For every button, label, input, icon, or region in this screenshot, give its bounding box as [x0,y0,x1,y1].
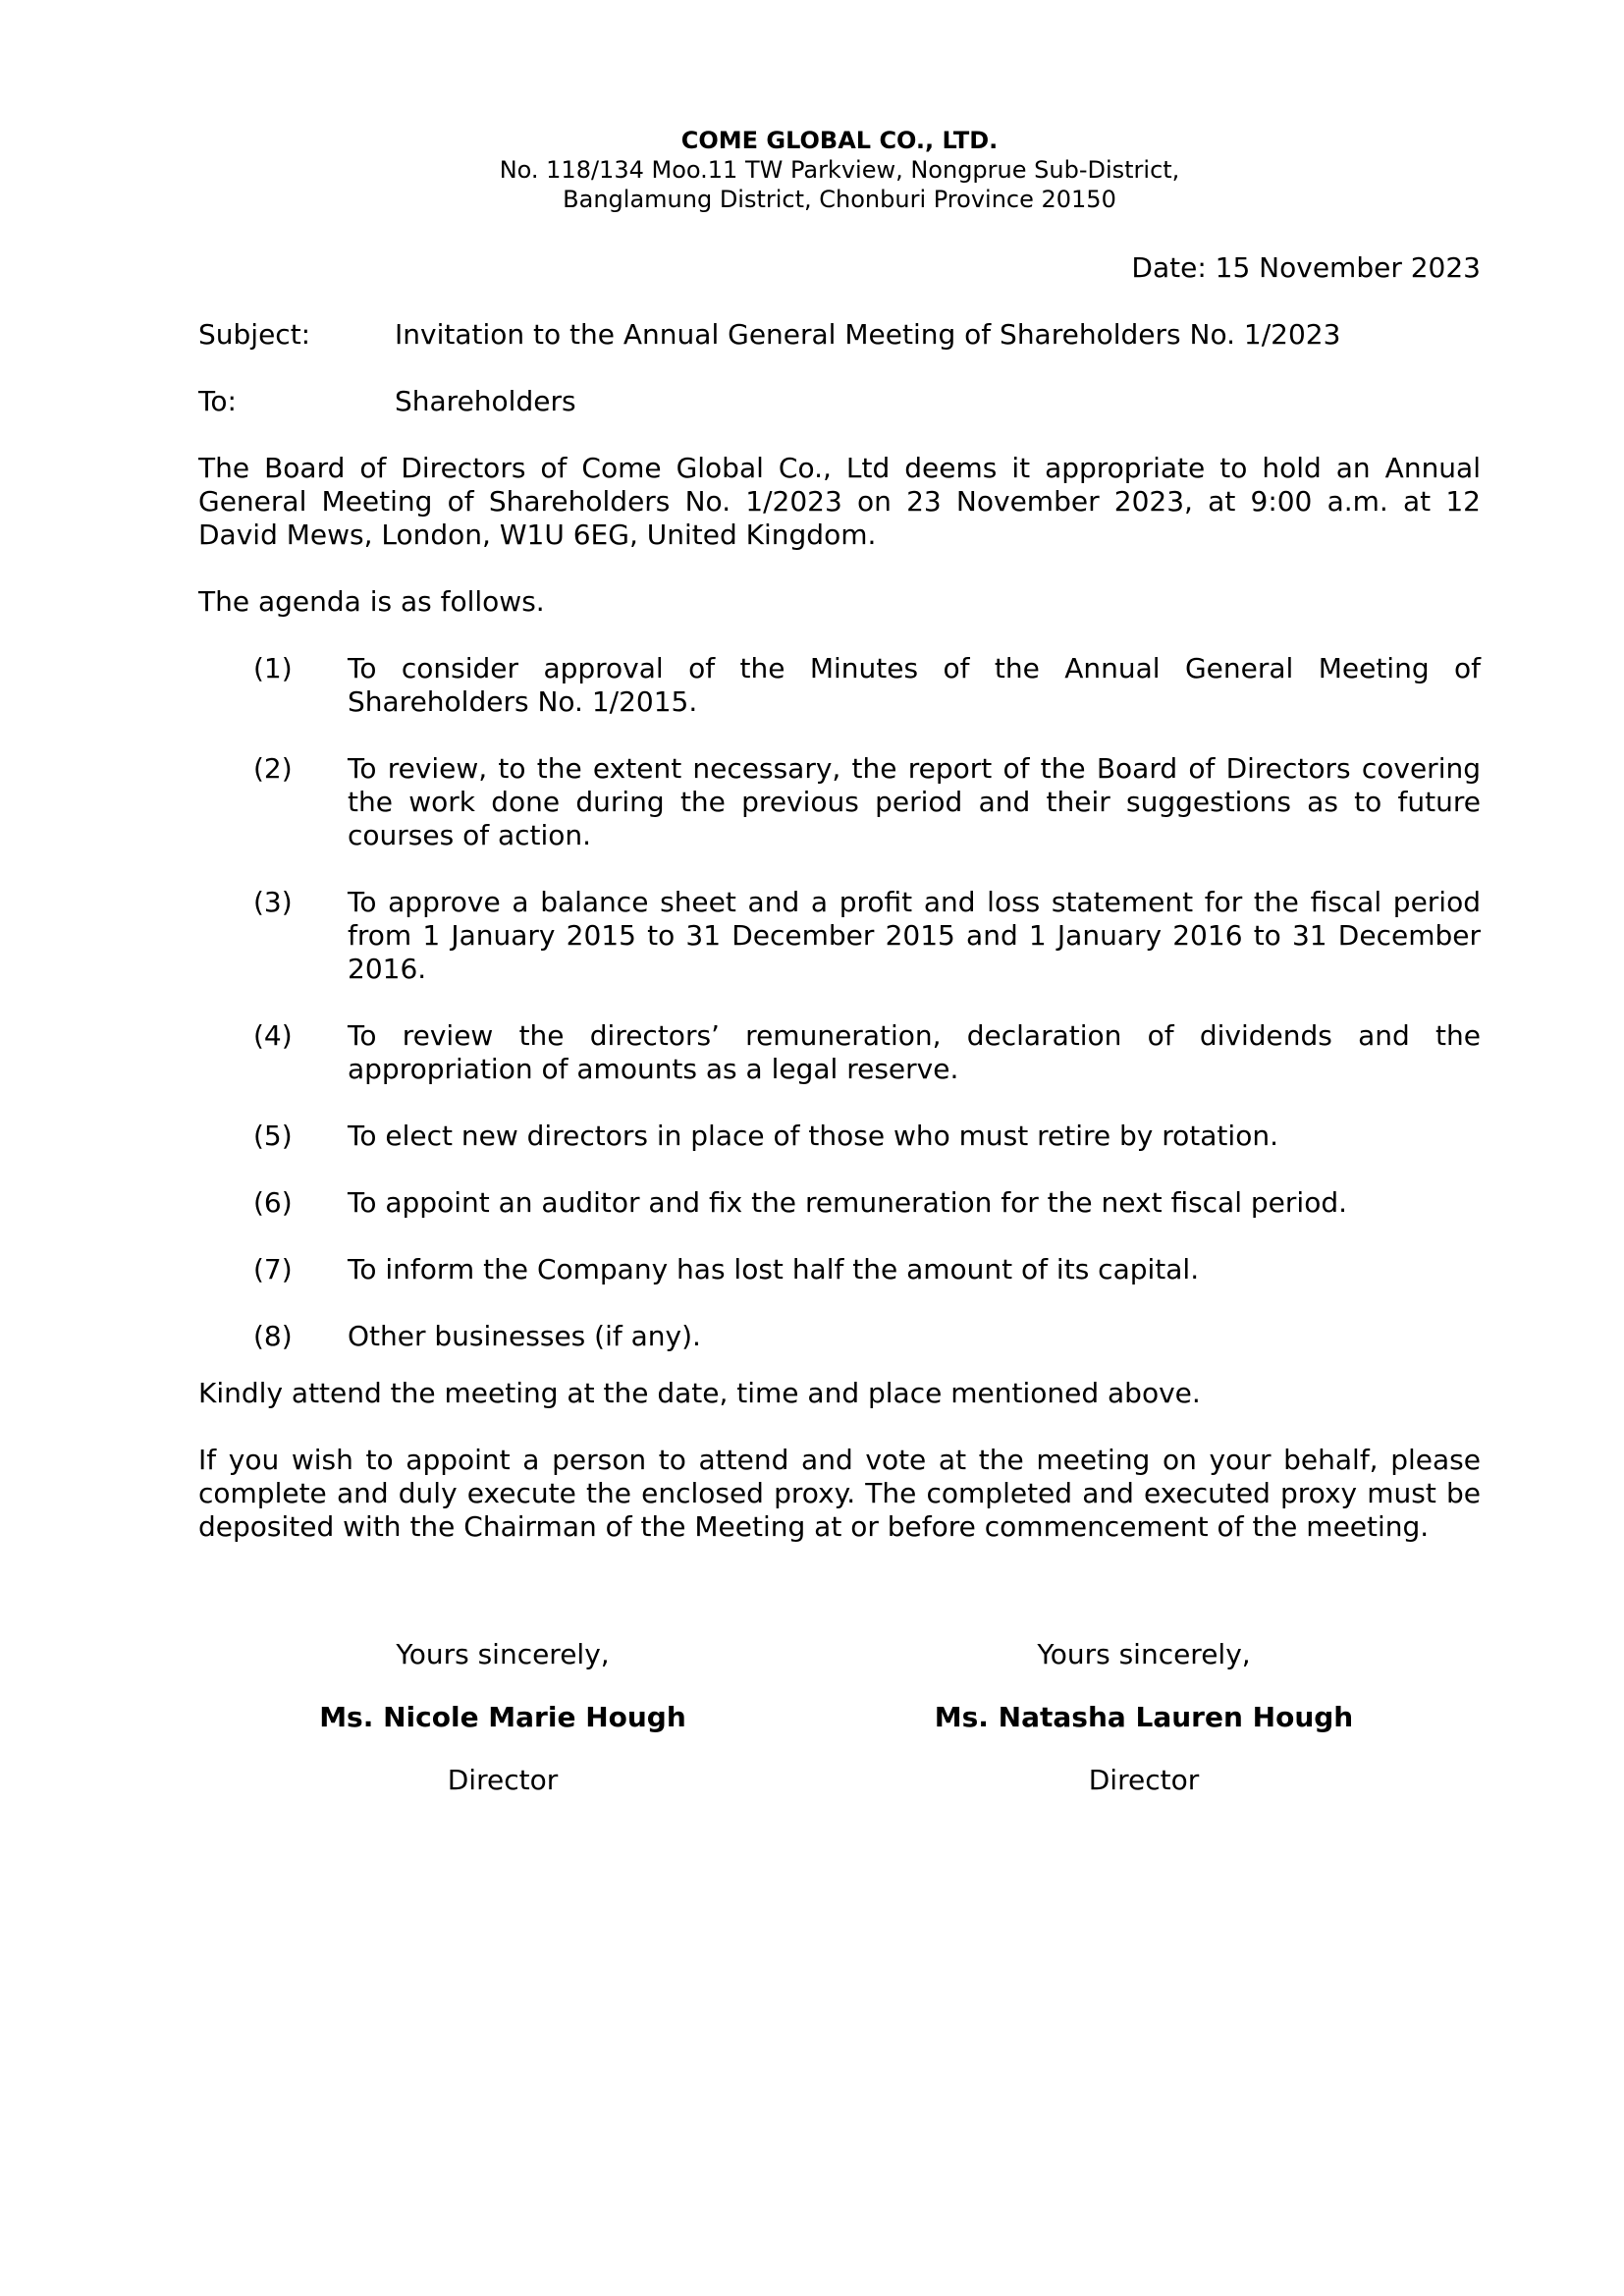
signature-block [198,1638,1481,1797]
signatory-title: Director [447,1764,559,1796]
agenda-item-text: Other businesses (if any). [348,1320,701,1352]
agenda-item [198,1019,1481,1086]
agenda-item-number: (7) [253,1253,293,1285]
intro-paragraph: The Board of Directors of Come Global Co., Ltd deems it appropriate to hold an Annual General Meeting of Shareholders No. 1/2023 on 23 November 2023, at 9:00 a.m. at 12 David Mews, London, W1U 6EG, United Kingdom. [198,452,1481,551]
agenda-item [198,1186,1481,1220]
agenda-item-text: To consider approval of the Minutes of the Annual General Meeting of Shareholders No. 1/2015. [348,652,1481,718]
attendance-note: Kindly attend the meeting at the date, time and place mentioned above. [198,1377,1201,1409]
agenda-item [198,752,1481,852]
recipient-line [198,385,1481,418]
agenda-item-text: To review, to the extent necessary, the report of the Board of Directors covering the work done during the previous period and their suggestions as to future courses of action. [348,752,1481,851]
company-name: COME GLOBAL CO., LTD. [680,127,999,154]
recipient-label: To: [198,385,237,417]
agenda-item-text: To elect new directors in place of those who must retire by rotation. [348,1120,1278,1152]
company-address-line-1: No. 118/134 Moo.11 TW Parkview, Nongprue Sub-District, [499,156,1180,184]
subject-label: Subject: [198,318,311,351]
signatory-title: Director [1088,1764,1200,1796]
agenda-item-number: (3) [253,886,293,918]
agenda-list [198,652,1481,1353]
signature-left [198,1638,807,1797]
agenda-item-number: (2) [253,752,293,785]
signature-right [807,1638,1481,1797]
signatory-name: Ms. Natasha Lauren Hough [934,1701,1354,1733]
agenda-item-number: (5) [253,1120,293,1152]
agenda-item [198,886,1481,986]
subject-text: Invitation to the Annual General Meeting of Shareholders No. 1/2023 [395,318,1341,351]
agenda-item-text: To appoint an auditor and fix the remuneration for the next fiscal period. [348,1186,1347,1219]
agenda-intro: The agenda is as follows. [198,585,545,618]
company-address-line-2: Banglamung District, Chonburi Province 20150 [563,186,1116,213]
letterhead [198,126,1481,214]
agenda-item [198,1120,1481,1153]
agenda-item-number: (1) [253,652,293,684]
agenda-item-text: To inform the Company has lost half the amount of its capital. [348,1253,1200,1285]
agenda-item-text: To approve a balance sheet and a profit and loss statement for the fiscal period from 1 January 2015 to 31 December 2015 and 1 January 2016 to 31 December 2016. [348,886,1481,985]
signatory-name: Ms. Nicole Marie Hough [319,1701,686,1733]
recipient-text: Shareholders [395,385,576,417]
agenda-item-number: (4) [253,1019,293,1052]
subject-line [198,318,1481,352]
agenda-item [198,1320,1481,1353]
agenda-item-text: To review the directors’ remuneration, declaration of dividends and the appropriation of amounts as a legal reserve. [348,1019,1481,1085]
agenda-item-number: (8) [253,1320,293,1352]
agenda-item-number: (6) [253,1186,293,1219]
letter-date: Date: 15 November 2023 [1131,251,1481,284]
letter-content [198,126,1481,1797]
proxy-note: If you wish to appoint a person to attend and vote at the meeting on your behalf, please complete and duly execute the enclosed proxy. The completed and executed proxy must be deposited with the Chairman of the Meeting at or before commencement of the meeting. [198,1444,1481,1543]
agenda-item [198,1253,1481,1286]
signature-closing: Yours sincerely, [396,1638,610,1670]
signature-closing: Yours sincerely, [1037,1638,1251,1670]
agenda-item [198,652,1481,719]
